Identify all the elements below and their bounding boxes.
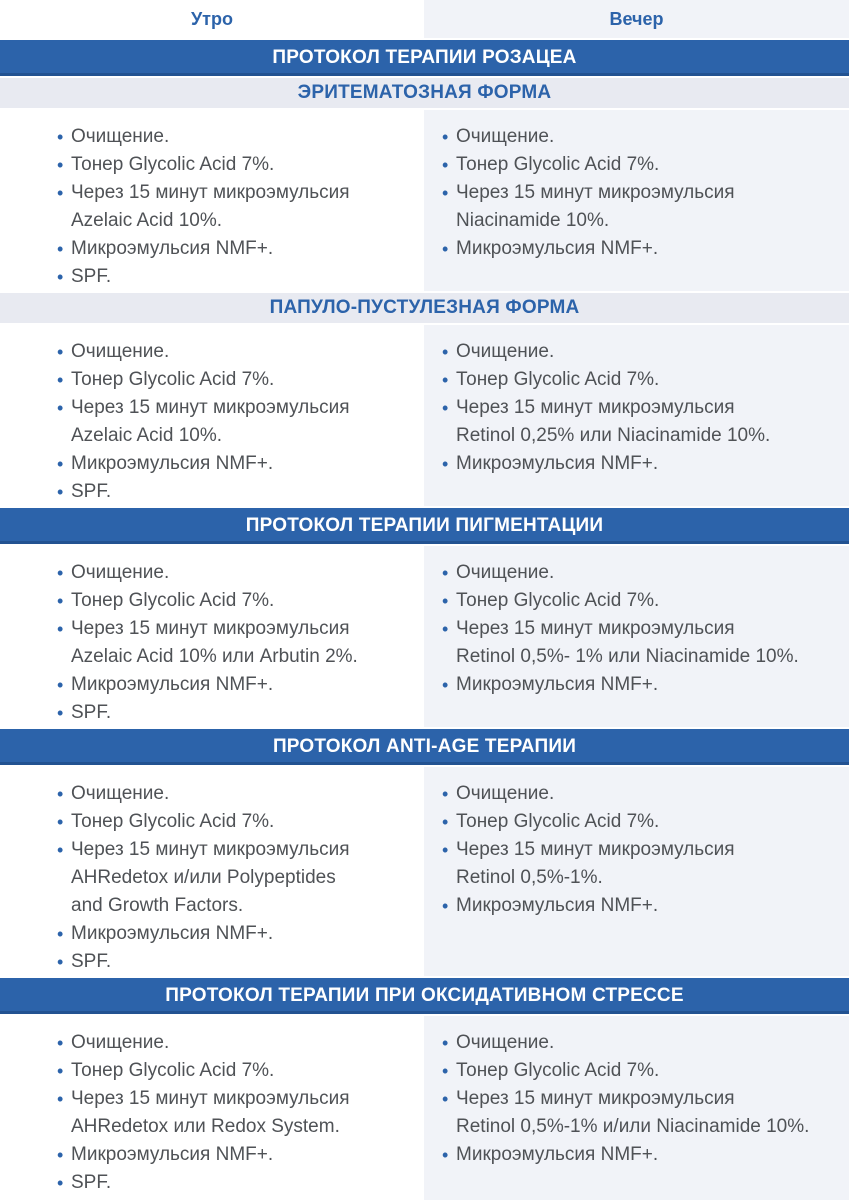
step-text: SPF. xyxy=(71,1172,112,1193)
step-text: SPF. xyxy=(71,702,112,723)
step-text: Azelaic Acid 10% или Arbutin 2%. xyxy=(71,646,358,667)
protocol-step xyxy=(57,948,424,976)
protocol-banner-title: ПРОТОКОЛ ANTI-AGE ТЕРАПИИ xyxy=(272,736,577,757)
protocol-step xyxy=(57,1169,424,1197)
protocol-step xyxy=(442,1085,849,1141)
step-text: Через 15 минут микроэмульсия xyxy=(456,1088,735,1109)
morning-cell xyxy=(0,546,424,727)
protocol-content-row xyxy=(0,546,849,727)
protocol-step xyxy=(57,615,424,671)
protocol-step xyxy=(442,338,849,366)
protocol-subtitle xyxy=(0,293,849,323)
step-text: Тонер Glycolic Acid 7%. xyxy=(456,811,660,832)
morning-cell xyxy=(0,325,424,506)
protocol-step xyxy=(57,394,424,450)
step-text: Микроэмульсия NMF+. xyxy=(71,923,274,944)
step-text: Микроэмульсия NMF+. xyxy=(71,674,274,695)
protocol-banner xyxy=(0,508,849,544)
column-header-row xyxy=(0,0,849,38)
step-text: Очищение. xyxy=(71,1032,170,1053)
step-text: Retinol 0,5%-1% и/или Niacinamide 10%. xyxy=(456,1116,810,1137)
step-text: Микроэмульсия NMF+. xyxy=(456,453,659,474)
step-text: AHRedetox или Redox System. xyxy=(71,1116,340,1137)
protocol-step xyxy=(57,450,424,478)
protocol-step xyxy=(442,1029,849,1057)
step-text: Тонер Glycolic Acid 7%. xyxy=(71,811,275,832)
protocol-step xyxy=(442,1057,849,1085)
step-text: Тонер Glycolic Acid 7%. xyxy=(71,1060,275,1081)
protocol-step xyxy=(57,179,424,235)
protocol-step xyxy=(57,699,424,727)
morning-steps-list xyxy=(57,123,424,291)
protocol-step xyxy=(57,235,424,263)
column-header-morning xyxy=(0,0,424,38)
evening-cell xyxy=(424,1016,849,1200)
protocol-subtitle-text: ПАПУЛО-ПУСТУЛЕЗНАЯ ФОРМА xyxy=(269,297,580,318)
step-text: Через 15 минут микроэмульсия xyxy=(456,618,735,639)
protocol-banner-title: ПРОТОКОЛ ТЕРАПИИ ПИГМЕНТАЦИИ xyxy=(245,515,604,536)
protocol-content-row xyxy=(0,110,849,291)
step-text: Тонер Glycolic Acid 7%. xyxy=(456,154,660,175)
protocol-step xyxy=(442,836,849,892)
protocol-step xyxy=(442,587,849,615)
protocol-step xyxy=(57,559,424,587)
protocol-step xyxy=(57,1085,424,1141)
protocol-subtitle-text: ЭРИТЕМАТОЗНАЯ ФОРМА xyxy=(297,82,552,103)
protocol-step xyxy=(57,338,424,366)
step-text: Через 15 минут микроэмульсия xyxy=(456,839,735,860)
protocol-step xyxy=(57,1029,424,1057)
evening-label: Вечер xyxy=(609,8,664,29)
step-text: Микроэмульсия NMF+. xyxy=(71,453,274,474)
protocol-step xyxy=(57,920,424,948)
protocol-banner xyxy=(0,40,849,76)
protocol-step xyxy=(442,808,849,836)
step-text: Через 15 минут микроэмульсия xyxy=(456,182,735,203)
protocol-content-row xyxy=(0,1016,849,1200)
step-text: AHRedetox и/или Polypeptides xyxy=(71,867,336,888)
protocol-step xyxy=(442,394,849,450)
protocol-banner-title: ПРОТОКОЛ ТЕРАПИИ ПРИ ОКСИДАТИВНОМ СТРЕССЕ xyxy=(165,985,684,1006)
step-text: Очищение. xyxy=(71,562,170,583)
step-text: Очищение. xyxy=(456,562,555,583)
protocol-banner-title: ПРОТОКОЛ ТЕРАПИИ РОЗАЦЕА xyxy=(272,47,577,68)
protocol-step xyxy=(442,151,849,179)
protocol-step xyxy=(57,366,424,394)
protocol-step xyxy=(57,808,424,836)
morning-cell xyxy=(0,767,424,976)
protocol-step xyxy=(442,366,849,394)
protocol-step xyxy=(442,780,849,808)
protocol-step xyxy=(57,671,424,699)
protocol-step xyxy=(57,1057,424,1085)
protocol-banner xyxy=(0,978,849,1014)
protocol-step xyxy=(57,780,424,808)
morning-steps-list xyxy=(57,559,424,727)
evening-steps-list xyxy=(442,559,849,699)
step-text: Azelaic Acid 10%. xyxy=(71,210,223,231)
step-text: SPF. xyxy=(71,481,112,502)
step-text: Azelaic Acid 10%. xyxy=(71,425,223,446)
step-text: Через 15 минут микроэмульсия xyxy=(71,1088,350,1109)
protocol-subtitle xyxy=(0,78,849,108)
morning-cell xyxy=(0,1016,424,1200)
evening-steps-list xyxy=(442,1029,849,1169)
step-text: Тонер Glycolic Acid 7%. xyxy=(456,1060,660,1081)
evening-steps-list xyxy=(442,780,849,920)
protocol-step xyxy=(57,1141,424,1169)
evening-cell xyxy=(424,767,849,976)
step-text: Очищение. xyxy=(456,1032,555,1053)
step-text: Очищение. xyxy=(71,783,170,804)
step-text: Микроэмульсия NMF+. xyxy=(71,1144,274,1165)
step-text: Очищение. xyxy=(71,126,170,147)
step-text: and Growth Factors. xyxy=(71,895,244,916)
protocol-step xyxy=(442,615,849,671)
protocol-step xyxy=(57,263,424,291)
step-text: SPF. xyxy=(71,951,112,972)
step-text: Микроэмульсия NMF+. xyxy=(456,1144,659,1165)
protocol-step xyxy=(442,123,849,151)
protocol-step xyxy=(57,836,424,920)
protocol-step xyxy=(442,450,849,478)
step-text: Очищение. xyxy=(456,783,555,804)
morning-cell xyxy=(0,110,424,291)
protocol-step xyxy=(442,235,849,263)
protocol-content-row xyxy=(0,325,849,506)
step-text: Микроэмульсия NMF+. xyxy=(456,895,659,916)
evening-cell xyxy=(424,325,849,506)
step-text: Niacinamide 10%. xyxy=(456,210,610,231)
morning-steps-list xyxy=(57,1029,424,1197)
protocol-content-row xyxy=(0,767,849,976)
step-text: Retinol 0,25% или Niacinamide 10%. xyxy=(456,425,771,446)
protocol-step xyxy=(442,892,849,920)
step-text: Retinol 0,5%-1%. xyxy=(456,867,603,888)
step-text: Тонер Glycolic Acid 7%. xyxy=(456,369,660,390)
step-text: Очищение. xyxy=(456,341,555,362)
step-text: Через 15 минут микроэмульсия xyxy=(456,397,735,418)
protocol-step xyxy=(57,151,424,179)
column-header-evening xyxy=(424,0,849,38)
step-text: Тонер Glycolic Acid 7%. xyxy=(71,154,275,175)
step-text: Через 15 минут микроэмульсия xyxy=(71,182,350,203)
protocol-step xyxy=(442,559,849,587)
step-text: Тонер Glycolic Acid 7%. xyxy=(71,590,275,611)
step-text: Тонер Glycolic Acid 7%. xyxy=(71,369,275,390)
step-text: Через 15 минут микроэмульсия xyxy=(71,397,350,418)
step-text: Через 15 минут микроэмульсия xyxy=(71,618,350,639)
morning-steps-list xyxy=(57,780,424,976)
step-text: Retinol 0,5%- 1% или Niacinamide 10%. xyxy=(456,646,799,667)
morning-label: Утро xyxy=(190,8,233,29)
morning-steps-list xyxy=(57,338,424,506)
protocol-step xyxy=(57,123,424,151)
evening-cell xyxy=(424,546,849,727)
step-text: Микроэмульсия NMF+. xyxy=(71,238,274,259)
evening-steps-list xyxy=(442,123,849,263)
step-text: Очищение. xyxy=(456,126,555,147)
protocol-banner xyxy=(0,729,849,765)
step-text: Микроэмульсия NMF+. xyxy=(456,238,659,259)
step-text: SPF. xyxy=(71,266,112,287)
protocol-step xyxy=(442,1141,849,1169)
evening-cell xyxy=(424,110,849,291)
evening-steps-list xyxy=(442,338,849,478)
protocol-step xyxy=(442,671,849,699)
step-text: Очищение. xyxy=(71,341,170,362)
protocol-step xyxy=(57,587,424,615)
protocol-step xyxy=(57,478,424,506)
step-text: Через 15 минут микроэмульсия xyxy=(71,839,350,860)
step-text: Тонер Glycolic Acid 7%. xyxy=(456,590,660,611)
step-text: Микроэмульсия NMF+. xyxy=(456,674,659,695)
protocol-step xyxy=(442,179,849,235)
